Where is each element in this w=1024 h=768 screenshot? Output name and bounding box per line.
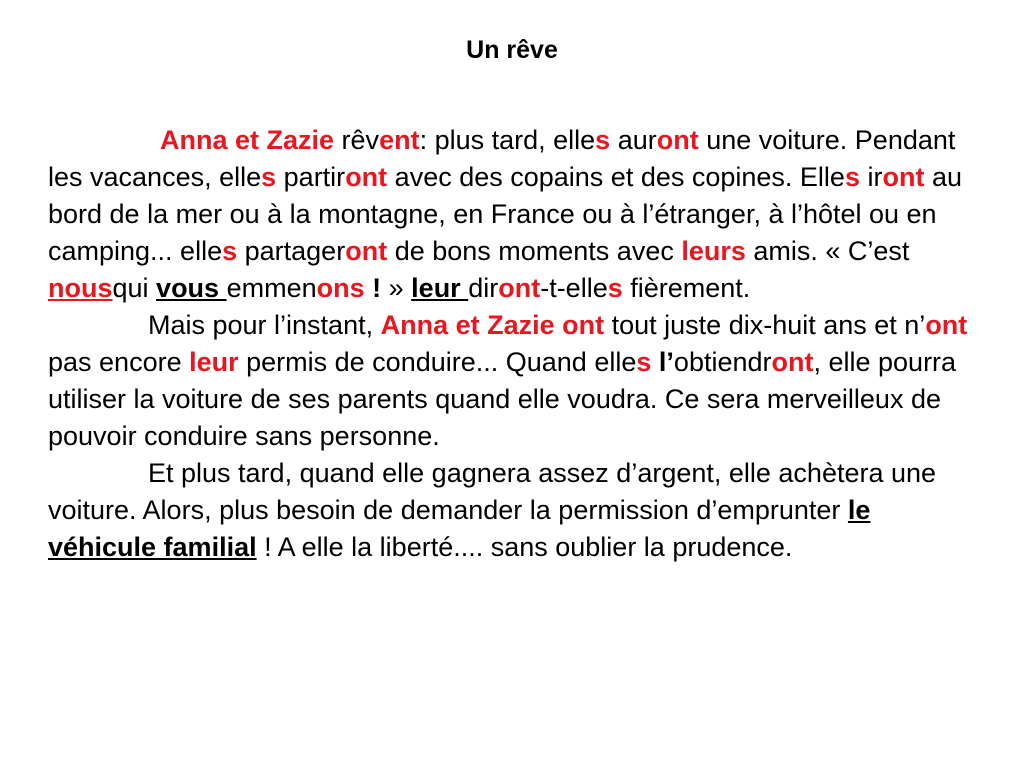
text-segment: permis de conduire... Quand elle (238, 347, 637, 377)
highlighted-text: Anna et Zazie ont (380, 310, 605, 340)
highlighted-text: ont (498, 273, 541, 303)
text-segment: tout juste dix-huit ans et n’ (604, 310, 926, 340)
text-segment: rêv (334, 125, 380, 155)
highlighted-text: ont (771, 347, 814, 377)
emphasized-text: ! (372, 273, 382, 303)
emphasized-text: l’ (658, 347, 674, 377)
text-segment: -t-elle (540, 273, 608, 303)
text-segment: aur (610, 125, 657, 155)
highlighted-text: s (222, 236, 238, 266)
highlighted-text: leur (189, 347, 239, 377)
text-segment: , elle pourra utiliser la voiture de ses parents quand elle voudra. Ce sera merveilleux de pouvoir conduire sans personne. (48, 347, 957, 451)
paragraph-1 (48, 122, 978, 307)
text-segment: ir (859, 162, 883, 192)
highlighted-text: ont (345, 236, 388, 266)
text-segment: Et plus tard, quand elle gagnera assez d’argent, elle achètera une voiture. Alors, plus besoin de demander la permission d’emprunter (48, 458, 937, 525)
highlighted-text: ons (316, 273, 365, 303)
highlighted-text: s (595, 125, 611, 155)
highlighted-text: nous (48, 273, 113, 303)
paragraph-2 (48, 307, 978, 455)
text-segment: fièrement. (622, 273, 751, 303)
highlighted-text: ont (345, 162, 388, 192)
emphasized-text: le véhicule familial (48, 495, 871, 562)
highlighted-text: leurs (681, 236, 746, 266)
emphasized-text: leur (411, 273, 469, 303)
highlighted-text: Anna et Zazie (160, 125, 335, 155)
text-segment: partager (237, 236, 346, 266)
text-segment: de bons moments avec (387, 236, 682, 266)
text-segment: amis. « C’est (745, 236, 910, 266)
highlighted-text: ont (656, 125, 699, 155)
text-segment: ! A elle la liberté.... sans oublier la prudence. (256, 532, 793, 562)
paragraph-3 (48, 455, 978, 566)
text-segment: pas encore (48, 347, 190, 377)
text-segment (365, 273, 373, 303)
text-segment (651, 347, 659, 377)
emphasized-text: vous (156, 273, 227, 303)
text-segment: avec des copains et des copines. Elle (387, 162, 845, 192)
text-segment: emmen (226, 273, 317, 303)
text-segment: dir (468, 273, 499, 303)
text-segment: partir (276, 162, 346, 192)
text-segment: une voiture. Pendant les vacances, elle (48, 125, 956, 192)
highlighted-text: s (844, 162, 860, 192)
highlighted-text: s (261, 162, 277, 192)
slide-title: Un rêve (466, 36, 558, 64)
highlighted-text: s (607, 273, 623, 303)
highlighted-text: ont (882, 162, 925, 192)
text-segment: au bord de la mer ou à la montagne, en France ou à l’étranger, à l’hôtel ou en camping... elle (48, 162, 963, 266)
text-segment: : plus tard, elle (419, 125, 596, 155)
text-segment: obtiendr (673, 347, 772, 377)
slide-body (48, 122, 978, 566)
highlighted-text: ont (925, 310, 968, 340)
highlighted-text: ent (379, 125, 420, 155)
text-segment: Mais pour l’instant, (148, 310, 381, 340)
text-segment: » (381, 273, 412, 303)
highlighted-text: s (636, 347, 652, 377)
text-segment: qui (112, 273, 157, 303)
